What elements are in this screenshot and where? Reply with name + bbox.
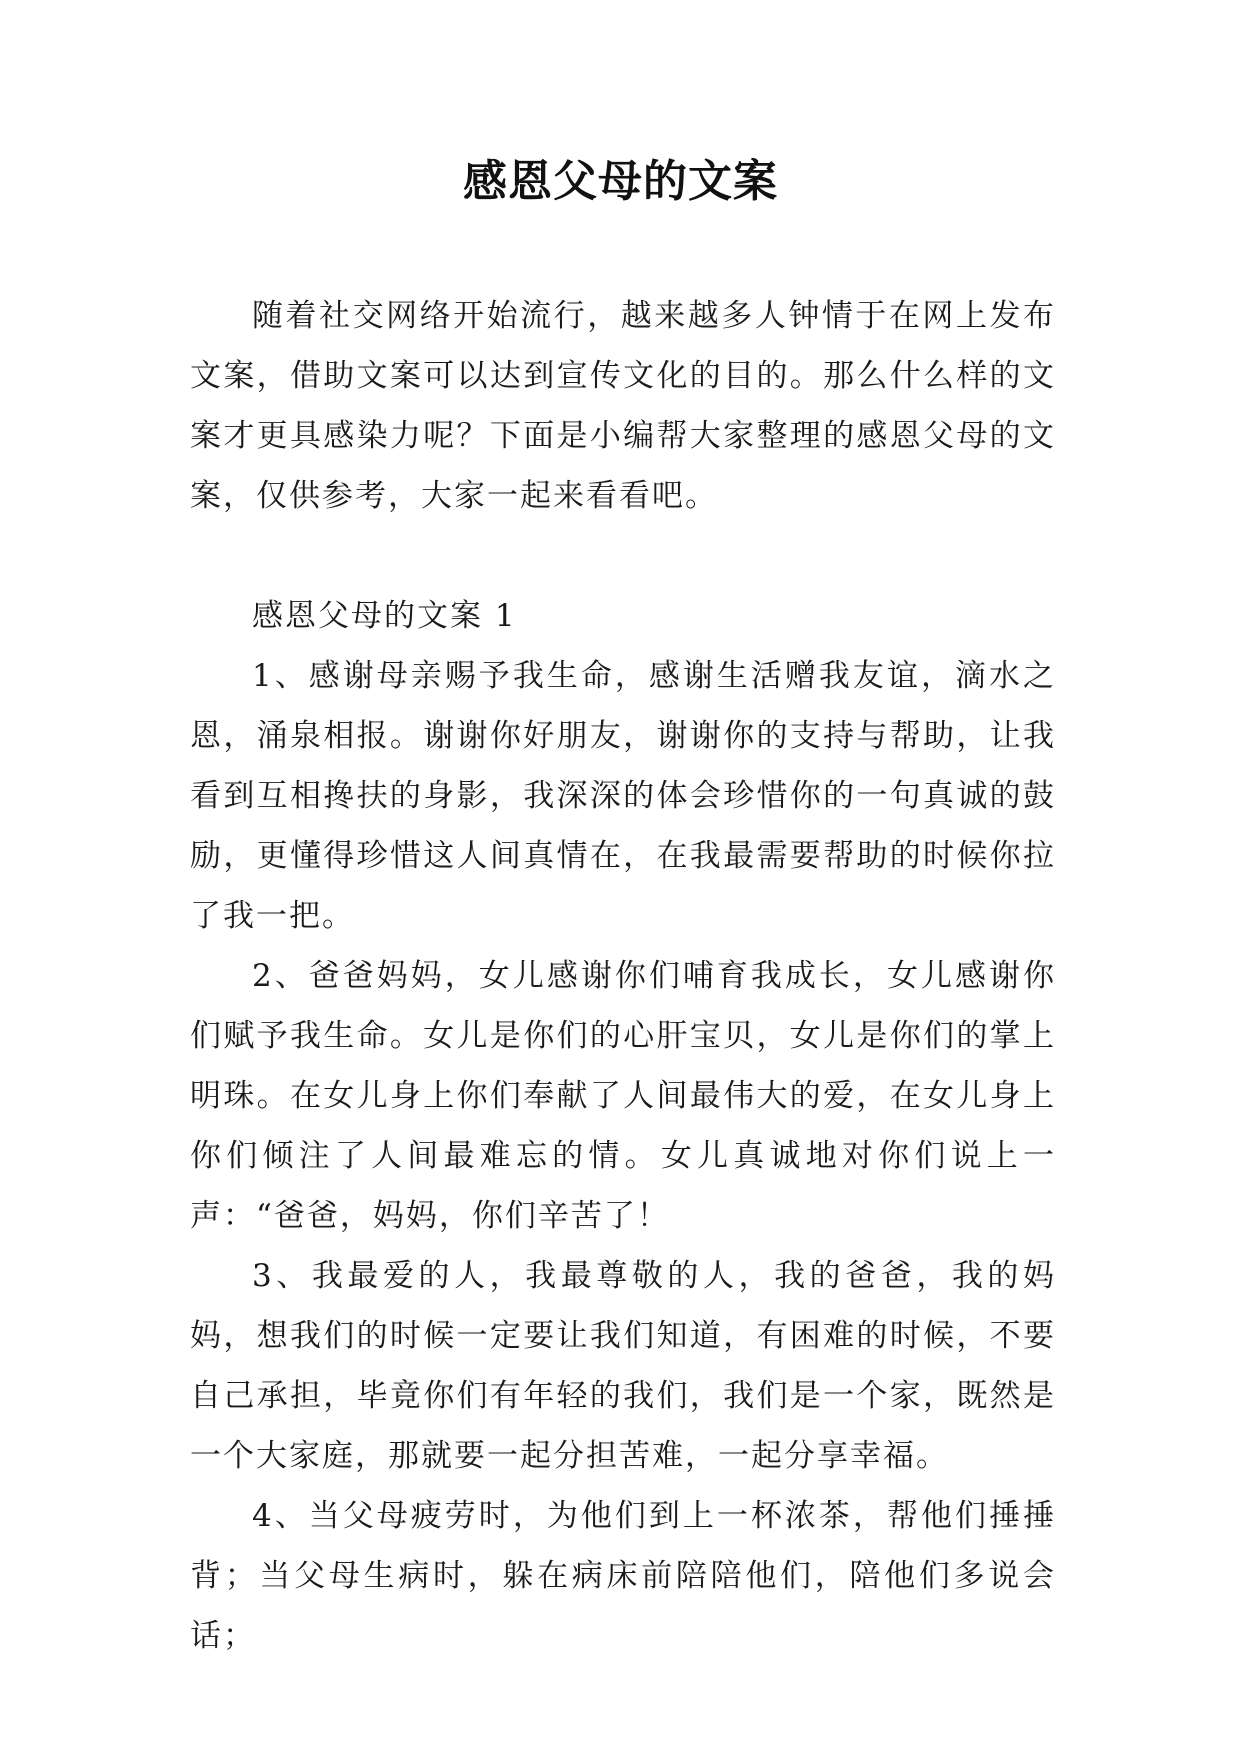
list-item: 2、爸爸妈妈，女儿感谢你们哺育我成长，女儿感谢你们赋予我生命。女儿是你们的心肝宝贝，女儿是你们的掌上明珠。在女儿身上你们奉献了人间最伟大的爱，在女儿身上你们倾注了人间最难忘的情。女儿真诚地对你们说上一声：“爸爸，妈妈，你们辛苦了！ — [190, 958, 1056, 1234]
document-title: 感恩父母的文案 — [463, 156, 778, 207]
section-spacer — [190, 526, 1056, 586]
intro-paragraph: 随着社交网络开始流行，越来越多人钟情于在网上发布文案，借助文案可以达到宣传文化的目的。那么什么样的文案才更具感染力呢？下面是小编帮大家整理的感恩父母的文案，仅供参考，大家一起来看看吧。 — [190, 298, 1056, 514]
list-item: 1、感谢母亲赐予我生命，感谢生活赠我友谊，滴水之恩，涌泉相报。谢谢你好朋友，谢谢你的支持与帮助，让我看到互相搀扶的身影，我深深的体会珍惜你的一句真诚的鼓励，更懂得珍惜这人间真情在，在我最需要帮助的时候你拉了我一把。 — [190, 658, 1056, 934]
list-item: 3、我最爱的人，我最尊敬的人，我的爸爸，我的妈妈，想我们的时候一定要让我们知道，有困难的时候，不要自己承担，毕竟你们有年轻的我们，我们是一个家，既然是一个大家庭，那就要一起分担苦难，一起分享幸福。 — [190, 1258, 1056, 1474]
list-item: 4、当父母疲劳时，为他们到上一杯浓茶，帮他们捶捶背；当父母生病时，躲在病床前陪陪他们，陪他们多说会话； — [190, 1498, 1056, 1654]
document-body — [190, 286, 1056, 1666]
section-heading: 感恩父母的文案 1 — [252, 598, 517, 634]
